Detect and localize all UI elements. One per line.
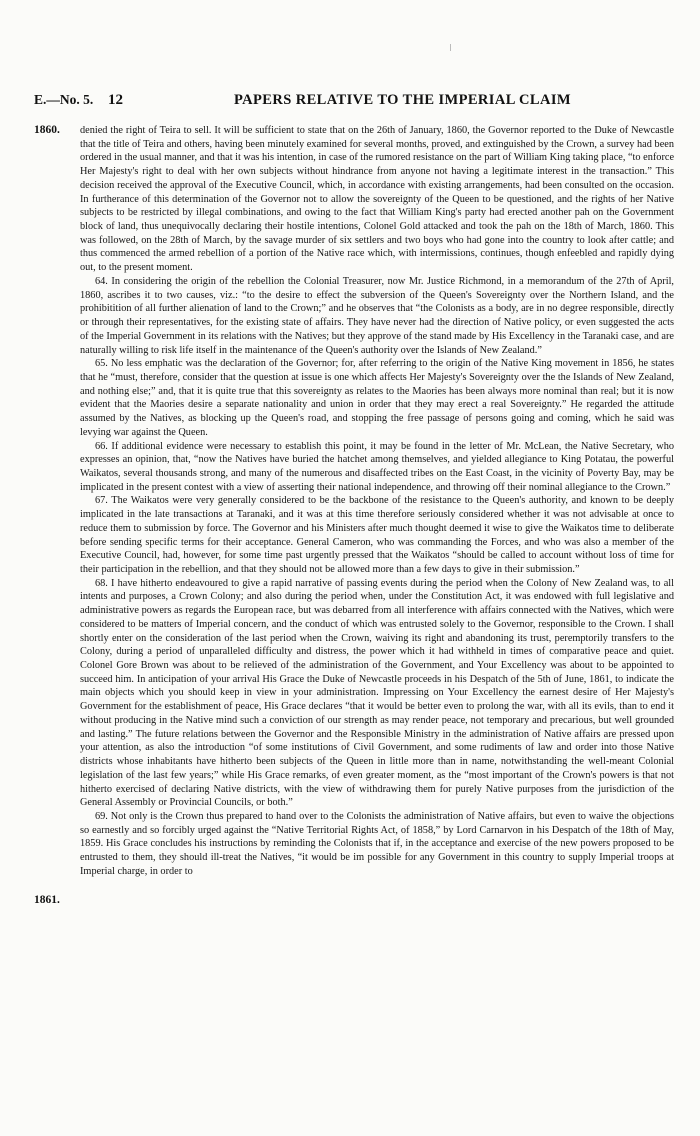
scan-mark <box>450 44 451 51</box>
paragraph-65: 65. No less emphatic was the declaration of the Governor; for, after referring to the origin of the Native King movement in 1856, he states that he “must, therefore, consider that the question at issue is one which affects Her Majesty's Sovereignty over the the Islands of New Zealand, and nothing else;” and, that it is quite true that this sovereignty as relates to the Maories has been always more nominal than real; but it is now evident that the Maories desire a separate nationality and union in order that they may erect a real Sovereignty.” He regarded the attitude assumed by the Natives, as blocking up the Queen's road, and stopping the free passage of persons going and coming, which he said was levying war against the Queen. <box>80 358 674 438</box>
paragraph-63-continuation: denied the right of Teira to sell. It will be sufficient to state that on the 26th of January, 1860, the Governor reported to the Duke of Newcastle that the title of Teira and others, having been minutely examined for several months, proved, and extinguished by the Crown, a survey had been ordered in the usual manner, and that it was his intention, in case of the rumored resistance on the part of William King taking place, “to enforce Her Majesty's right to deal with her own subjects without hindrance from anyone not having a legitimate interest in the transaction.” This decision received the approval of the Executive Council, which, in accordance with existing arrangements, had been consulted on the occasion. In furtherance of this determination of the Governor not to allow the sovereignty of the Queen to be questioned, and the rights of her Native subjects to be restricted by illegal combinations, and owing to the fact that William King's party had erected another pah on the Government block of land, thus unequivocally declaring their hostile intentions, Colonel Gold attacked and took the pah on the 18th of March, 1860. This was followed, on the 28th of March, by the savage murder of six settlers and two boys who had gone into the country to look after cattle; and thus commenced the armed rebellion of a portion of the Native race which, with intermissions, continues, though enfeebled and rapidly dying out, to the present moment. <box>80 125 675 274</box>
page-number: 12 <box>108 92 123 108</box>
page-header <box>34 92 674 108</box>
paragraph-64: 64. In considering the origin of the rebellion the Colonial Treasurer, now Mr. Justice Richmond, in a memorandum of the 27th of April, 1860, ascribes it to two causes, viz.: “to the desire to effect the subversion of the Queen's Sovereignty over the Northern Island, and the prohibitition of all further alienation of land to the Crown;” and he observes that “the Colonists as a body, are in no degree responsible, directly or through their representatives, for the existing state of affairs. They have never had the direction of Native policy, or even suggested the acts of the Imperial Government in its relations with the Natives; but they approve of the stand made by His Excellency in the Taranaki case, and are naturally willing to risk life itself in the maintenance of the Queen's authority over the Islands of New Zealand.” <box>80 275 674 356</box>
paragraph-69: 69. Not only is the Crown thus prepared to hand over to the Colonists the administration of Native affairs, but even to waive the objections so earnestly and so forcibly urged against the “Native Territorial Rights Act, of 1858,” by Lord Carnarvon in his Despatch of the 18th of May, 1859. His Grace concludes his instructions by reminding the Colonists that if, in the acceptance and exercise of the new powers proposed to be entrusted to them, they should ill-treat the Natives, “it would be im possible for any Government in this country to supply Imperial troops at Imperial charge, in order to <box>80 810 674 877</box>
document-reference: E.—No. 5. <box>34 92 94 107</box>
paragraph-66: 66. If additional evidence were necessary to establish this point, it may be found in the letter of Mr. McLean, the Native Secretary, who expresses an opinion, that, “now the Natives have buried the hatchet among themselves, and yielded allegiance to King Potatau, the powerful Waikatos, several thousands strong, and many of the numerous and disaffected tribes on the East Coast, in the vicinity of Poverty Bay, may be implicated in the present contest with a view of asserting their national independence, and throwing off their nominal allegiance to the Crown.” <box>80 440 674 493</box>
margin-year-1860: 1860. <box>34 124 60 136</box>
margin-year-1861: 1861. <box>34 894 60 906</box>
running-title: PAPERS RELATIVE TO THE IMPERIAL CLAIM <box>234 92 571 108</box>
paragraph-67: 67. The Waikatos were very generally considered to be the backbone of the resistance to the Queen's authority, and known to be deeply implicated in the late transactions at Taranaki, and it was at this time therefore seriously considered whether it was not advisable at once to reduce them to submission by force. The Governor and his Ministers after much thought deemed it wise to give the Waikatos time to deliberate before sending specific terms for their acceptance. General Cameron, who was commanding the Forces, and who was also a member of the Executive Council, had, however, for some time past urgently pressed that the Waikatos “should be called to account without loss of time for their participation in the rebellion, and that they should not be allowed more than a few days to give in their submission.” <box>80 495 674 575</box>
paragraph-68: 68. I have hitherto endeavoured to give a rapid narrative of passing events during the period when the Colony of New Zealand was, to all intents and purposes, a Crown Colony; and also during the period when, under the Constitution Act, it was endowed with full legislative and administrative powers as regards the European race, but was debarred from all interference with affairs connected with the Natives, which were considered to be matters of Imperial concern, and the conduct of which was entrusted solely to the Governor, responsible to the Crown. I shall shortly enter on the consideration of the last period when the Crown, waiving its right and abandoning its trust, peremptorily transfers to the Colony, during a period of unparalleled difficulty and distress, the power which it had withheld in times of comparative peace and quiet. Colonel Gore Brown was about to be relieved of the administration of the Government, and Your Excellency was about to be appointed to succeed him. In anticipation of your arrival His Grace the Duke of Newcastle proceeds in his Despatch of the 5th of June, 1861, to indicate the main objects which you should keep in view in your administration. Impressing on Your Excellency the earnest desire of Her Majesty's Government for the establishment of peace, His Grace declares “that it would be better even to prolong the war, with all its evils, than to end it without producing in the Native mind such a conviction of our strength as may render peace, not temporary and precarious, but well grounded and lasting.” The future relations between the Governor and the Responsible Ministry in the administration of Native affairs are pressed upon your attention, as also the introduction “of some institutions of Civil Government, and some rudiments of law and order into those Native districts whose inhabitants have hitherto been subjects of the Queen in little more than in name, notwithstanding the well-meant Colonial legislation of the last few years;” while His Grace remarks, of even greater moment, as the “most important of the Crown's powers is that not hitherto exercised of declaring Native districts, with the view of withdrawing them for purely Native purposes from the jurisdiction of the General Assembly or Provincial Councils, or both.” <box>80 577 674 809</box>
body-text <box>80 124 674 879</box>
